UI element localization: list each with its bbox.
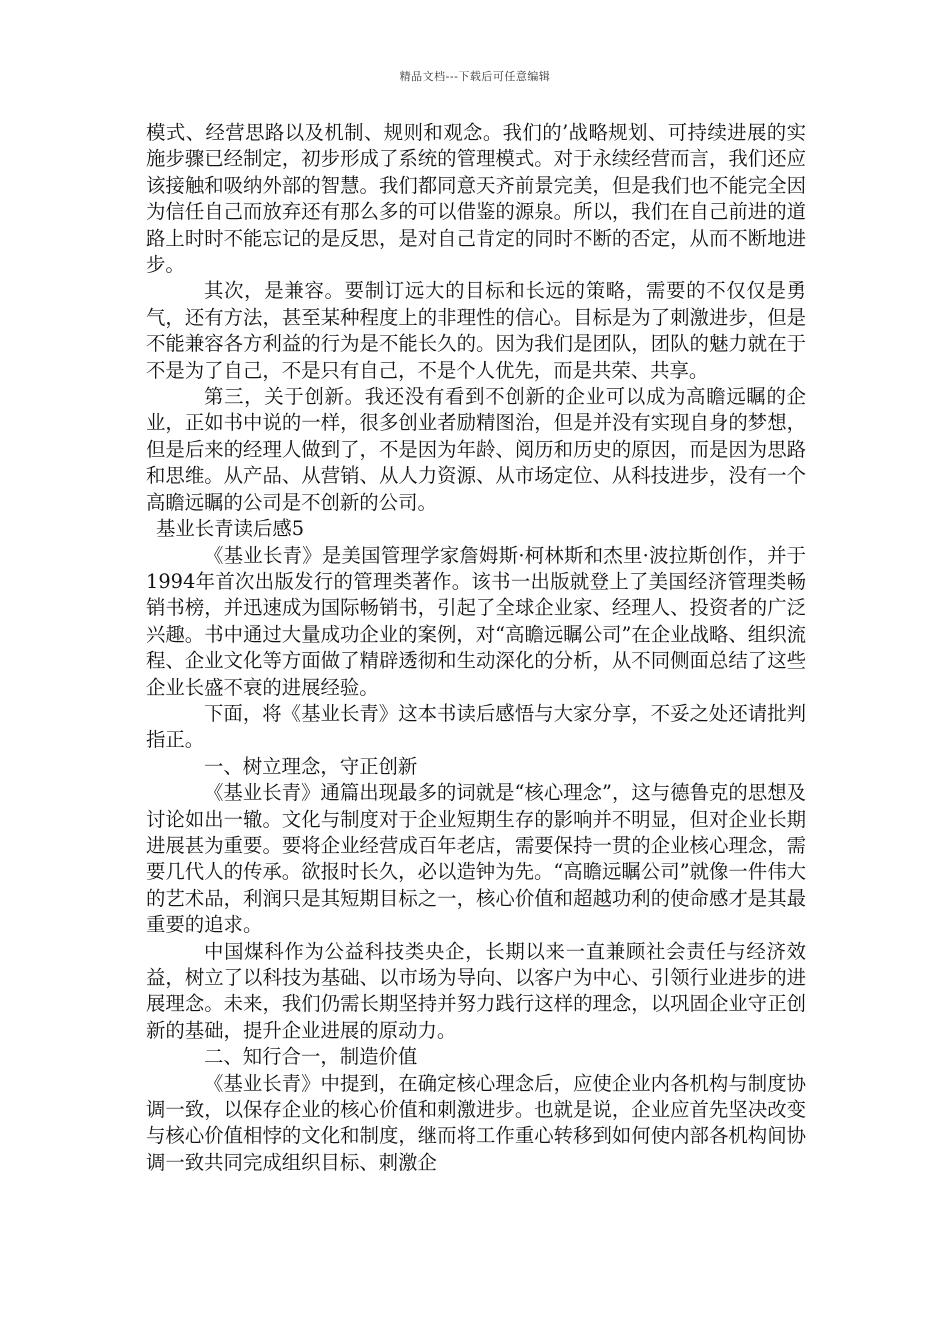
page-header: 精品文档---下载后可任意编辑 xyxy=(399,70,551,83)
paragraph: 《基业长青》是美国管理学家詹姆斯·柯林斯和杰里·波拉斯创作，并于1994年首次出版发行的管理类著作。该书一出版就登上了美国经济管理类畅销书榜，并迅速成为国际畅销书，引起了全球企业家、经理人、投资者的广泛兴趣。书中通过大量成功企业的案例，对“高瞻远瞩公司”在企业战略、组织流程、企业文化等方面做了精辟透彻和生动深化的分析，从不同侧面总结了这些企业长盛不衰的进展经验。 xyxy=(146,543,806,699)
paragraph: 模式、经营思路以及机制、规则和观念。我们的’战略规划、可持续进展的实施步骤已经制定，初步形成了系统的管理模式。对于永续经营而言，我们还应该接触和吸纳外部的智慧。我们都同意天齐前景完美，但是我们也不能完全因为信任自己而放弃还有那么多的可以借鉴的源泉。所以，我们在自己前进的道路上时时不能忘记的是反思，是对自己肯定的同时不断的否定，从而不断地进步。 xyxy=(146,121,806,277)
section-heading: 一、树立理念，守正创新 xyxy=(204,754,418,778)
section-heading: 二、知行合一，制造价值 xyxy=(204,1045,418,1069)
paragraph: 《基业长青》通篇出现最多的词就是“核心理念”，这与德鲁克的思想及讨论如出一辙。文化与制度对于企业短期生存的影响并不明显，但对企业长期进展甚为重要。要将企业经营成百年老店，需要保持一贯的企业核心理念，需要几代人的传承。欲报时长久，必以造钟为先。“高瞻远瞩公司”就像一件伟大的艺术品，利润只是其短期目标之一，核心价值和超越功利的使命感才是其最重要的追求。 xyxy=(146,781,806,937)
paragraph: 《基业长青》中提到，在确定核心理念后，应使企业内各机构与制度协调一致，以保存企业的核心价值和刺激进步。也就是说，企业应首先坚决改变与核心价值相悖的文化和制度，继而将工作重心转移到如何使内部各机构间协调一致共同完成组织目标、刺激企 xyxy=(146,1071,806,1174)
document-body xyxy=(146,120,806,1176)
paragraph: 下面，将《基业长青》这本书读后感悟与大家分享，不妥之处还请批判指正。 xyxy=(146,701,806,752)
paragraph: 中国煤科作为公益科技类央企，长期以来一直兼顾社会责任与经济效益，树立了以科技为基础、以市场为导向、以客户为中心、引领行业进步的进展理念。未来，我们仍需长期坚持并努力践行这样的理念，以巩固企业守正创新的基础，提升企业进展的原动力。 xyxy=(146,939,806,1042)
paragraph: 其次，是兼容。要制订远大的目标和长远的策略，需要的不仅仅是勇气，还有方法，甚至某种程度上的非理性的信心。目标是为了刺激进步，但是不能兼容各方利益的行为是不能长久的。因为我们是团队，团队的魅力就在于不是为了自己，不是只有自己，不是个人优先，而是共荣、共享。 xyxy=(146,279,806,382)
paragraph: 第三，关于创新。我还没有看到不创新的企业可以成为高瞻远瞩的企业，正如书中说的一样，很多创业者励精图治，但是并没有实现自身的梦想，但是后来的经理人做到了，不是因为年龄、阅历和历史的原因，而是因为思路和思维。从产品、从营销、从人力资源、从市场定位、从科技进步，没有一个高瞻远瞩的公司是不创新的公司。 xyxy=(146,385,806,514)
article-title: 基业长青读后感5 xyxy=(156,517,305,541)
